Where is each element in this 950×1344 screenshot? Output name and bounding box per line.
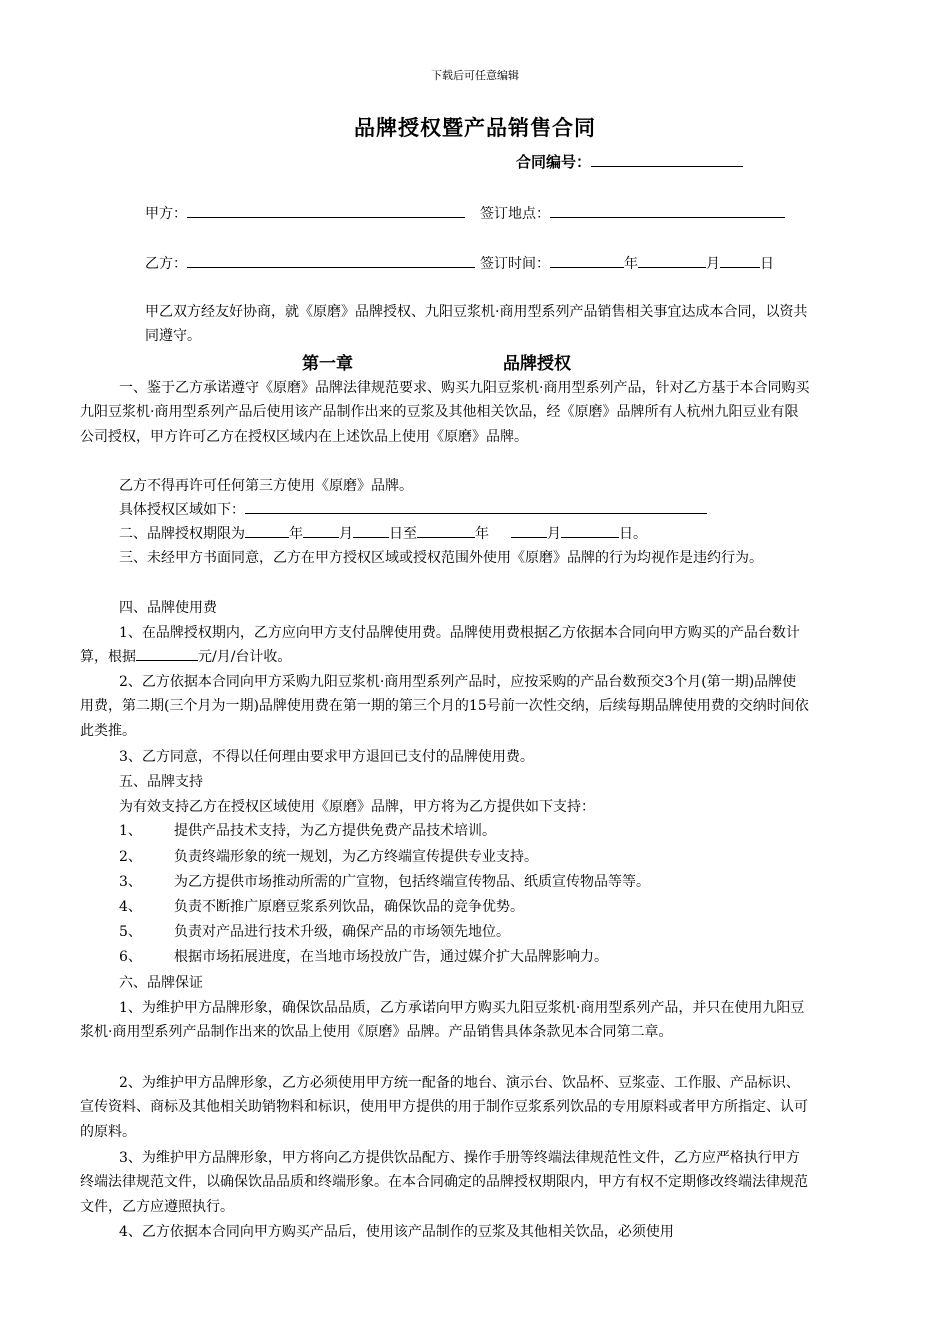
sign-year-blank: [550, 253, 624, 268]
period-year2-blank: [417, 523, 475, 538]
period-day-blank: [353, 523, 389, 538]
period-month2-label: 月: [547, 526, 561, 542]
period-day-end-label: 日。: [619, 526, 647, 542]
contract-number-blank: [591, 152, 743, 167]
sign-place-blank: [550, 203, 785, 218]
support-item-1: [119, 820, 496, 840]
support-item-num: 5、: [119, 924, 142, 940]
clause-4-2: 2、乙方依据本合同向甲方采购九阳豆浆机·商用型系列产品时，应按采购的产品台数预交3个月(第一期)品牌使用费，第二期(三个月为一期)品牌使用费在第一期的第三个月的15号前一次性交纳，后续每期品牌使用费的交纳时间依此类推。: [80, 674, 809, 739]
support-item-num: 2、: [119, 849, 142, 865]
page-title: 品牌授权暨产品销售合同: [354, 115, 596, 140]
clause-4-title: 四、品牌使用费: [119, 600, 217, 616]
party-a-field: [145, 203, 465, 223]
clause-6-2: 2、为维护甲方品牌形象，乙方必须使用甲方统一配备的地台、演示台、饮品杯、豆浆壶、工作服、产品标识、宣传资料、商标及其他相关助销物料和标识，使用甲方提供的用于制作豆浆系列饮品的专用原料或者甲方所指定、认可的原料。: [80, 1075, 808, 1140]
sign-day-blank: [720, 253, 760, 268]
party-b-label: 乙方：: [145, 256, 187, 272]
region-blank: [245, 499, 707, 514]
support-item-6: [119, 946, 608, 966]
sign-month-label: 月: [706, 256, 720, 272]
contract-number-line: [516, 151, 743, 172]
support-item-5: [119, 921, 510, 941]
clause-3: 三、未经甲方书面同意，乙方在甲方授权区域或授权范围外使用《原磨》品牌的行为均视作是违约行为。: [119, 550, 763, 566]
contract-number-label: 合同编号：: [516, 153, 592, 171]
support-item-2: [119, 846, 538, 866]
support-item-text: 根据市场拓展进度，在当地市场投放广告，通过媒介扩大品牌影响力。: [174, 949, 608, 965]
clause-4-1-text: 1、在品牌授权期内，乙方应向甲方支付品牌使用费。品牌使用费根据乙方依据本合同向甲方购买的产品台数计算，根据: [80, 625, 800, 666]
clause-6-4: 4、乙方依据本合同向甲方购买产品后，使用该产品制作的豆浆及其他相关饮品，必须使用: [119, 1224, 674, 1240]
sign-place-label: 签订地点：: [480, 206, 550, 222]
sign-place-field: [480, 203, 785, 223]
party-a-label: 甲方：: [145, 206, 187, 222]
header-note: 下载后可任意编辑: [431, 69, 519, 82]
sign-month-blank: [638, 253, 706, 268]
sign-day-label: 日: [760, 256, 774, 272]
period-year-blank: [245, 523, 289, 538]
period-month-blank: [303, 523, 339, 538]
period-day2-blank: [561, 523, 619, 538]
period-day-to-label: 日至: [389, 526, 417, 542]
period-year2-label: 年: [475, 526, 489, 542]
party-a-blank: [187, 203, 465, 218]
intro-paragraph: [145, 300, 815, 349]
support-item-num: 4、: [119, 899, 142, 915]
support-item-text: 提供产品技术支持，为乙方提供免费产品技术培训。: [174, 823, 496, 839]
support-item-num: 6、: [119, 949, 142, 965]
party-b-field: [145, 253, 475, 273]
clause-5-intro: 为有效支持乙方在授权区域使用《原磨》品牌，甲方将为乙方提供如下支持：: [119, 799, 595, 815]
intro-text: 甲乙双方经友好协商，就《原磨》品牌授权、九阳豆浆机·商用型系列产品销售相关事宜达成本合同，以资共同遵守。: [145, 304, 808, 345]
clause-6-3: 3、为维护甲方品牌形象，甲方将向乙方提供饮品配方、操作手册等终端法律规范性文件，乙方应严格执行甲方终端法律规范文件，以确保饮品品质和终端形象。在本合同确定的品牌授权期限内，甲方有权不定期修改终端法律规范文件，乙方应遵照执行。: [80, 1150, 808, 1215]
clause-1-no-sublicense: 乙方不得再许可任何第三方使用《原磨》品牌。: [119, 478, 413, 494]
clause-6-1: 1、为维护甲方品牌形象，确保饮品品质，乙方承诺向甲方购买九阳豆浆机·商用型系列产品，并只在使用九阳豆浆机·商用型系列产品制作出来的饮品上使用《原磨》品牌。产品销售具体条款见本合同第二章。: [80, 1000, 805, 1041]
support-item-4: [119, 896, 524, 916]
support-item-num: 3、: [119, 874, 142, 890]
clause-5-title: 五、品牌支持: [119, 774, 203, 790]
clause-2-period: [80, 522, 810, 546]
sign-time-label: 签订时间：: [480, 256, 550, 272]
clause-4-3: 3、乙方同意，不得以任何理由要求甲方退回已支付的品牌使用费。: [119, 749, 534, 765]
support-item-num: 1、: [119, 823, 142, 839]
clause-4-1: [80, 621, 810, 670]
sign-year-label: 年: [624, 256, 638, 272]
clause-1: 一、鉴于乙方承诺遵守《原磨》品牌法律规范要求、购买九阳豆浆机·商用型系列产品，针对乙方基于本合同购买九阳豆浆机·商用型系列产品后使用该产品制作出来的豆浆及其他相关饮品，经《原磨》品牌所有人杭州九阳豆业有限公司授权，甲方许可乙方在授权区域内在上述饮品上使用《原磨》品牌。: [80, 380, 810, 445]
period-prefix: 二、品牌授权期限为: [119, 526, 245, 542]
clause-6-title: 六、品牌保证: [119, 975, 203, 991]
support-item-text: 负责终端形象的统一规划，为乙方终端宣传提供专业支持。: [174, 849, 538, 865]
authorized-region-line: [80, 498, 810, 522]
chapter-title: 品牌授权: [503, 354, 571, 374]
fee-rate-blank: [136, 646, 198, 661]
region-label: 具体授权区域如下：: [119, 502, 245, 518]
clause-4-1-unit: 元/月/台计收。: [198, 649, 292, 666]
period-month-label: 月: [339, 526, 353, 542]
period-month2-blank: [511, 523, 547, 538]
sign-time-field: [480, 253, 774, 273]
support-item-text: 负责不断推广原磨豆浆系列饮品，确保饮品的竞争优势。: [174, 899, 524, 915]
support-item-text: 为乙方提供市场推动所需的广宣物，包括终端宣传物品、纸质宣传物品等等。: [174, 874, 650, 890]
support-item-3: [119, 871, 650, 891]
period-year-label: 年: [289, 526, 303, 542]
support-item-text: 负责对产品进行技术升级，确保产品的市场领先地位。: [174, 924, 510, 940]
chapter-number: 第一章: [302, 354, 353, 374]
party-b-blank: [187, 253, 475, 268]
